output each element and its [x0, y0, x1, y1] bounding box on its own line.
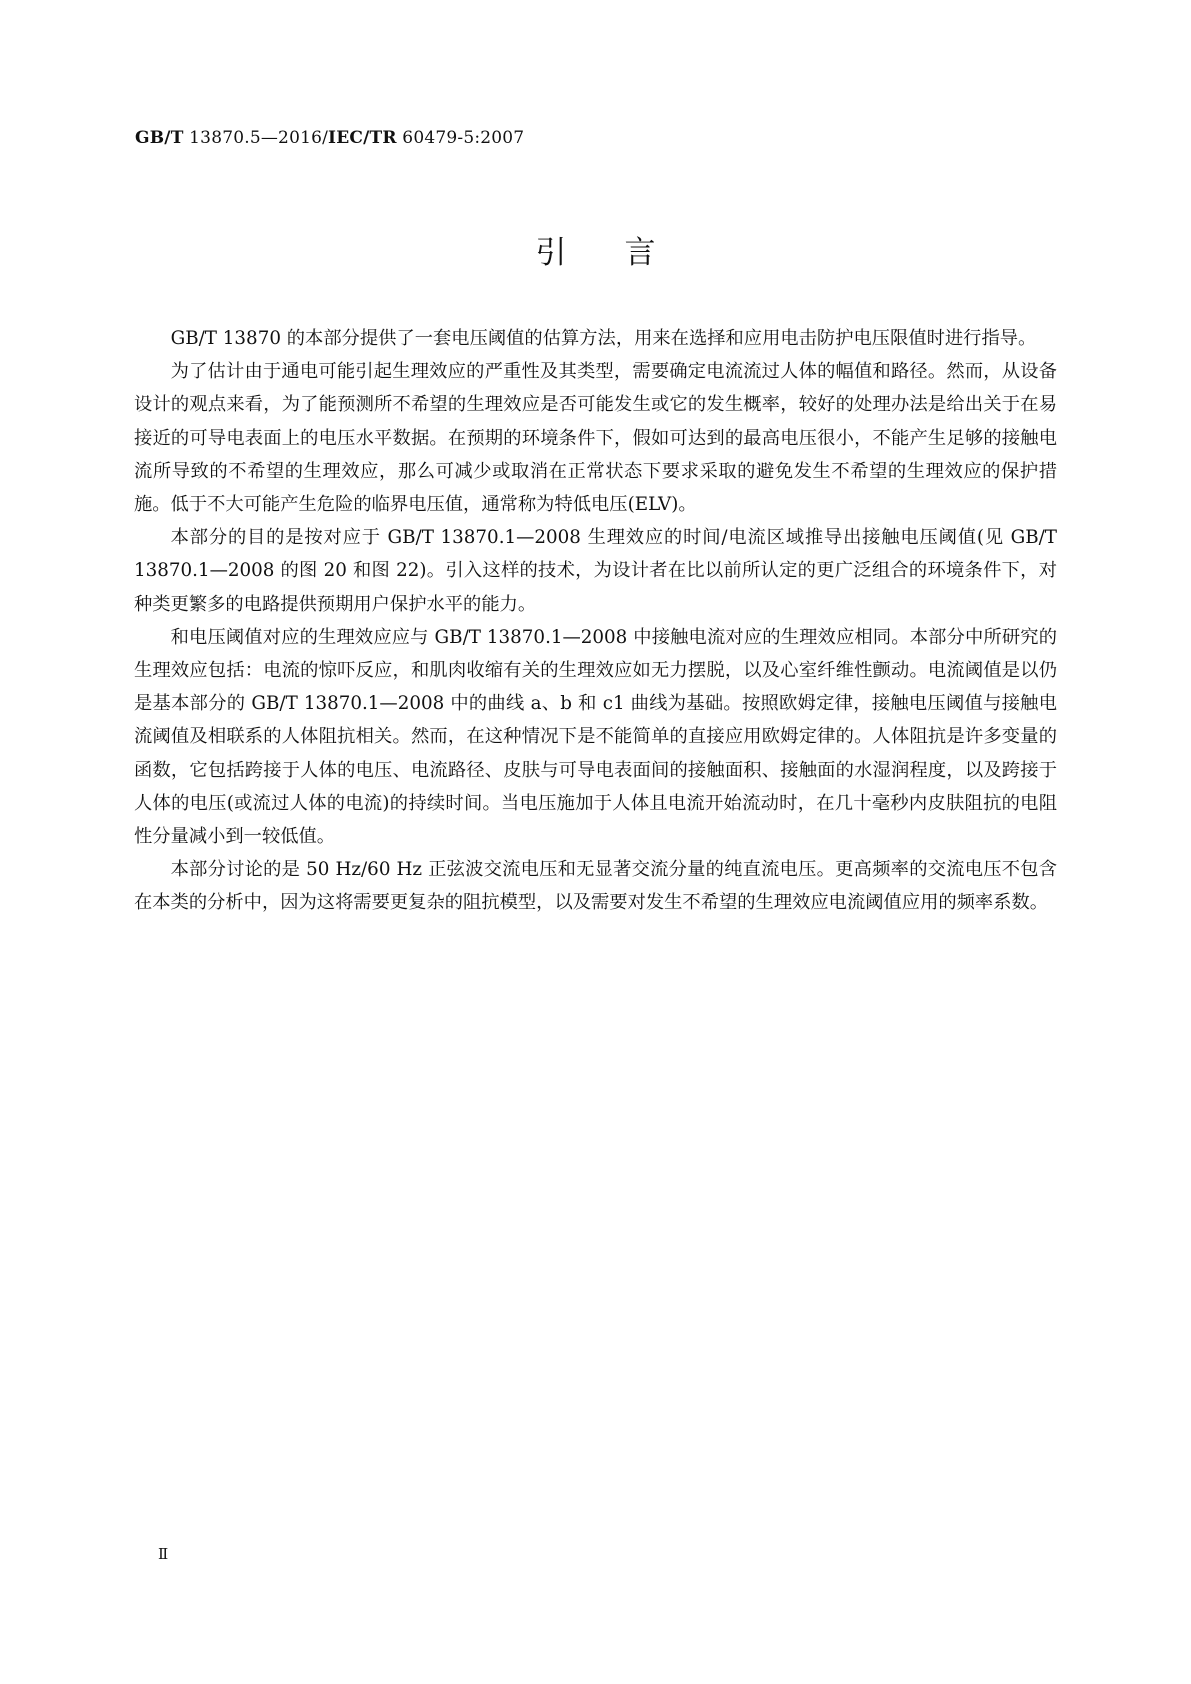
header-gbt-number: 13870.5—2016/	[189, 128, 329, 148]
page-number: Ⅱ	[158, 1545, 169, 1563]
paragraph-1: GB/T 13870 的本部分提供了一套电压阈值的估算方法，用来在选择和应用电击防护电压限值时进行指导。	[170, 328, 1037, 349]
paragraph-4: 和电压阈值对应的生理效应应与 GB/T 13870.1—2008 中接触电流对应的生理效应相同。本部分中所研究的生理效应包括：电流的惊吓反应，和肌肉收缩有关的生理效应如无力摆脱，以及心室纤维性颤动。电流阈值是以仍是基本部分的 GB/T 13870.1—2008 中的曲线 a、b 和 c1 曲线为基础。按照欧姆定律，接触电压阈值与接触电流阈值及相联系的人体阻抗相关。然而，在这种情况下是不能简单的直接应用欧姆定律的。人体阻抗是许多变量的函数，它包括跨接于人体的电压、电流路径、皮肤与可导电表面间的接触面积、接触面的水湿润程度，以及跨接于人体的电压(或流过人体的电流)的持续时间。当电压施加于人体且电流开始流动时，在几十毫秒内皮肤阻抗的电阻性分量减小到一较低值。	[134, 626, 1057, 848]
standard-header	[135, 128, 524, 148]
section-title: 引言	[535, 235, 714, 271]
header-gbt-prefix: GB/T	[135, 128, 184, 148]
header-iec-prefix: IEC/TR	[328, 128, 397, 148]
header-iec-number: 60479-5:2007	[402, 128, 525, 148]
paragraph-5: 本部分讨论的是 50 Hz/60 Hz 正弦波交流电压和无显著交流分量的纯直流电压。更高频率的交流电压不包含在本类的分析中，因为这将需要更复杂的阻抗模型，以及需要对发生不希望的生理效应电流阈值应用的频率系数。	[134, 859, 1057, 914]
paragraph-3: 本部分的目的是按对应于 GB/T 13870.1—2008 生理效应的时间/电流区域推导出接触电压阈值(见 GB/T 13870.1—2008 的图 20 和图 22)。引入这样的技术，为设计者在比以前所认定的更广泛组合的环境条件下，对种类更繁多的电路提供预期用户保护水平的能力。	[134, 527, 1057, 615]
body-text	[134, 322, 1057, 920]
paragraph-2: 为了估计由于通电可能引起生理效应的严重性及其类型，需要确定电流流过人体的幅值和路径。然而，从设备设计的观点来看，为了能预测所不希望的生理效应是否可能发生或它的发生概率，较好的处理办法是给出关于在易接近的可导电表面上的电压水平数据。在预期的环境条件下，假如可达到的最高电压很小，不能产生足够的接触电流所导致的不希望的生理效应，那么可减少或取消在正常状态下要求采取的避免发生不希望的生理效应的保护措施。低于不大可能产生危险的临界电压值，通常称为特低电压(ELV)。	[134, 361, 1057, 516]
